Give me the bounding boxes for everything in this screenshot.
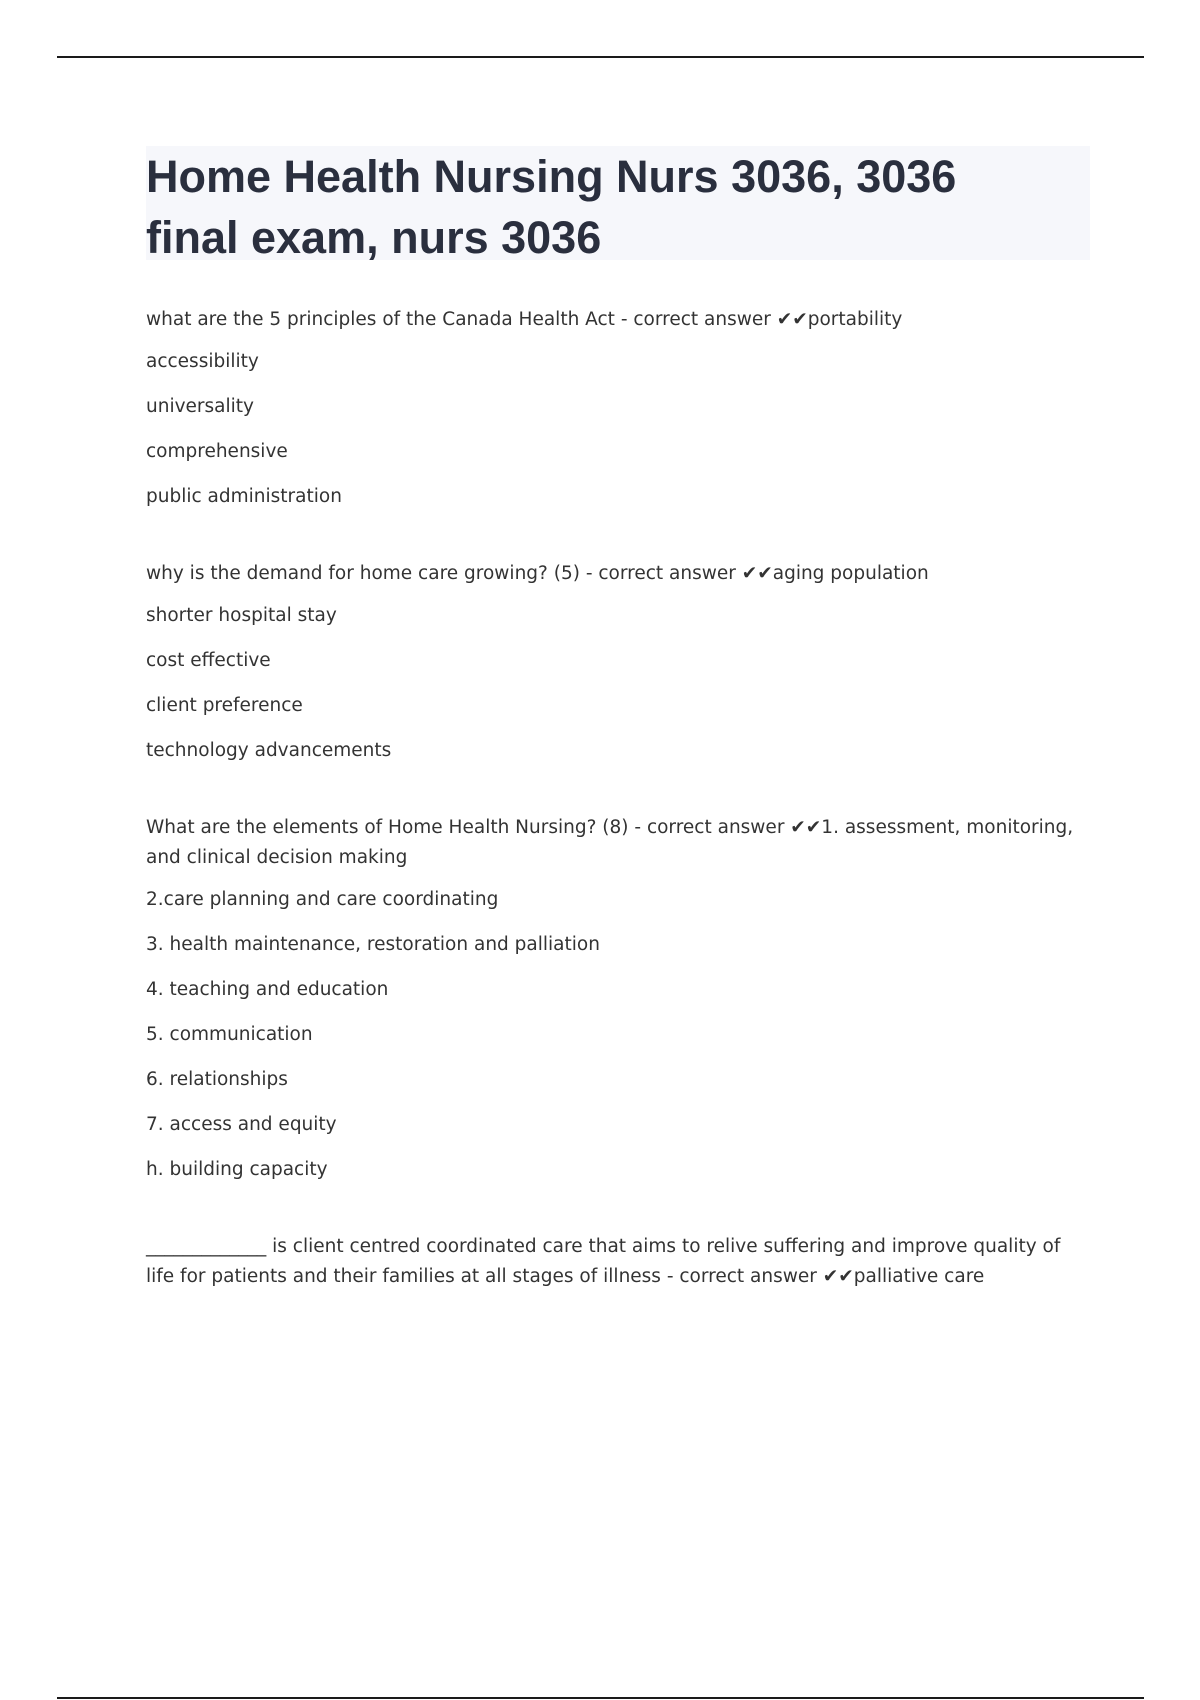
answer-line: universality [146,396,254,417]
question-1: what are the 5 principles of the Canada Health Act - correct answer ✔✔portability [146,309,903,330]
qa-block-4 [146,1232,1090,1292]
answer-line: 5. communication [146,1024,313,1045]
answer-line: 6. relationships [146,1069,288,1090]
answer-line: 4. teaching and education [146,979,389,1000]
answer-line: accessibility [146,351,259,372]
qa-block-1 [146,305,1090,512]
question-2: why is the demand for home care growing? (5) - correct answer ✔✔aging population [146,563,929,584]
answer-line: technology advancements [146,740,392,761]
top-rule [57,56,1144,58]
qa-block-3 [146,813,1090,1185]
answer-line: h. building capacity [146,1159,328,1180]
document-body [146,305,1090,1339]
answer-line: public administration [146,486,342,507]
question-4: _____________ is client centred coordinated care that aims to relive suffering and improve quality of life for patients and their families at all stages of illness - correct answer ✔✔palliative care [146,1236,1061,1287]
answer-line: comprehensive [146,441,288,462]
answer-line: shorter hospital stay [146,605,337,626]
question-3: What are the elements of Home Health Nursing? (8) - correct answer ✔✔1. assessment, monitoring, and clinical decision making [146,817,1074,868]
answer-line: cost effective [146,650,271,671]
answer-line: 7. access and equity [146,1114,337,1135]
qa-block-2 [146,559,1090,766]
answer-line: client preference [146,695,303,716]
answer-line: 2.care planning and care coordinating [146,889,499,910]
bottom-rule [57,1697,1144,1699]
page-title: Home Health Nursing Nurs 3036, 3036 final exam, nurs 3036 [146,151,957,263]
title-banner [146,146,1090,263]
answer-line: 3. health maintenance, restoration and palliation [146,934,600,955]
